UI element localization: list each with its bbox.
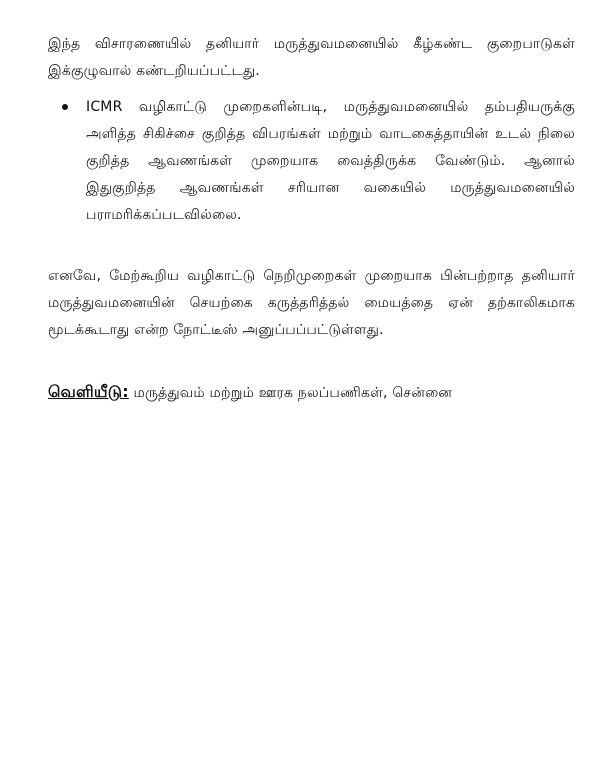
bullet-text: ICMR வழிகாட்டு முறைகளின்படி, மருத்துவமனையில் தம்பதியருக்கு அளித்த சிகிச்சை குறித்த விபரங்கள் மற்றும் வாடகைத்தாயின் உடல் நிலை குறித்த ஆவணங்கள் முறையாக வைத்திருக்க வேண்டும். ஆனால் இதுகுறித்த ஆவணங்கள் சரியான வகையில் மருத்துவமனையில் பராமரிக்கப்படவில்லை. xyxy=(86,99,575,223)
bullet-icon xyxy=(62,104,68,110)
notice-paragraph: எனவே, மேற்கூறிய வழிகாட்டு நெறிமுறைகள் முறையாக பின்பற்றாத தனியார் மருத்துவமனையின் செயற்கை கருத்தரித்தல் மையத்தை ஏன் தற்காலிகமாக மூடக்கூடாது என்ற நோட்டீஸ் அனுப்பப்பட்டுள்ளது. xyxy=(48,268,575,338)
intro-paragraph: இந்த விசாரணையில் தனியார் மருத்துவமனையில் கீழ்கண்ட குறைபாடுகள் இக்குழுவால் கண்டறியப்பட்டது. xyxy=(48,36,575,79)
publisher-label: வெளியீடு: xyxy=(48,382,129,401)
publisher-value: மருத்துவம் மற்றும் ஊரக நலப்பணிகள், சென்னை xyxy=(128,385,452,401)
publisher-line xyxy=(48,378,575,407)
